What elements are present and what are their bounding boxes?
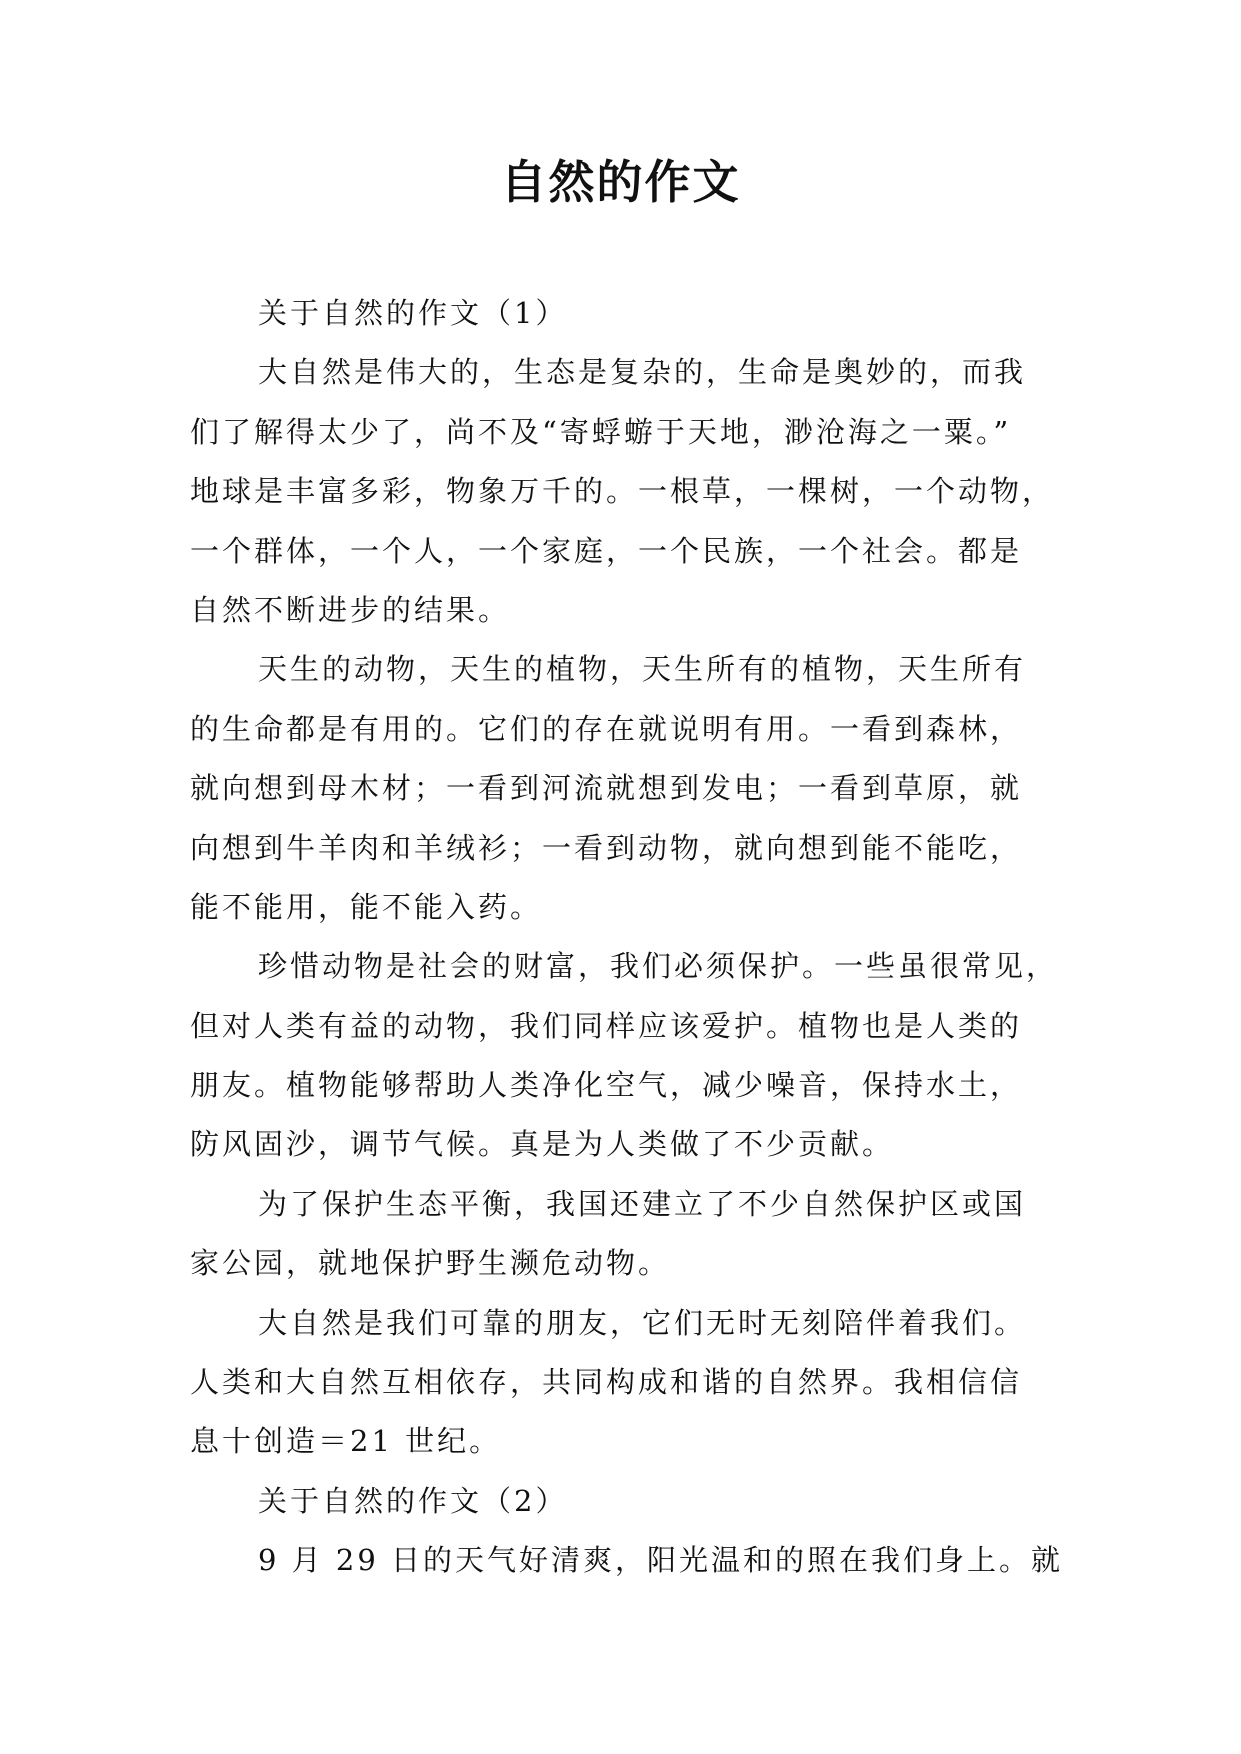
text-line: 地球是丰富多彩，物象万千的。一根草，一棵树，一个动物，: [190, 474, 1055, 509]
text-line: 防风固沙，调节气候。真是为人类做了不少贡献。: [190, 1127, 895, 1162]
text-line: 向想到牛羊肉和羊绒衫；一看到动物，就向想到能不能吃，: [190, 830, 1023, 865]
text-line: 9 月 29 日的天气好清爽，阳光温和的照在我们身上。就: [258, 1543, 1064, 1578]
text-line: 关于自然的作文（2）: [258, 1483, 568, 1518]
text-line: 的生命都是有用的。它们的存在就说明有用。一看到森林，: [190, 711, 1023, 746]
text-line: 就向想到母木材；一看到河流就想到发电；一看到草原，就: [190, 771, 1023, 806]
text-line: 人类和大自然互相依存，共同构成和谐的自然界。我相信信: [190, 1365, 1023, 1400]
text-line: 一个群体，一个人，一个家庭，一个民族，一个社会。都是: [190, 533, 1023, 568]
text-line: 为了保护生态平衡，我国还建立了不少自然保护区或国: [258, 1186, 1027, 1221]
text-line: 大自然是伟大的，生态是复杂的，生命是奥妙的，而我: [258, 355, 1027, 390]
text-line: 们了解得太少了，尚不及“寄蜉蝣于天地，渺沧海之一粟。”: [190, 414, 1012, 449]
text-line: 珍惜动物是社会的财富，我们必须保护。一些虽很常见，: [258, 949, 1059, 984]
text-line: 能不能用，能不能入药。: [190, 889, 543, 924]
document-title: 自然的作文: [500, 155, 741, 209]
text-line: 大自然是我们可靠的朋友，它们无时无刻陪伴着我们。: [258, 1305, 1027, 1340]
text-line: 自然不断进步的结果。: [190, 592, 511, 627]
text-line: 息十创造＝21 世纪。: [190, 1424, 502, 1459]
document-body: [190, 284, 1064, 1591]
text-line: 朋友。植物能够帮助人类净化空气，减少噪音，保持水土，: [190, 1068, 1023, 1103]
text-line: 天生的动物，天生的植物，天生所有的植物，天生所有: [258, 652, 1027, 687]
text-line: 家公园，就地保护野生濒危动物。: [190, 1246, 671, 1281]
text-line: 关于自然的作文（1）: [258, 296, 568, 330]
text-line: 但对人类有益的动物，我们同样应该爱护。植物也是人类的: [190, 1008, 1023, 1043]
